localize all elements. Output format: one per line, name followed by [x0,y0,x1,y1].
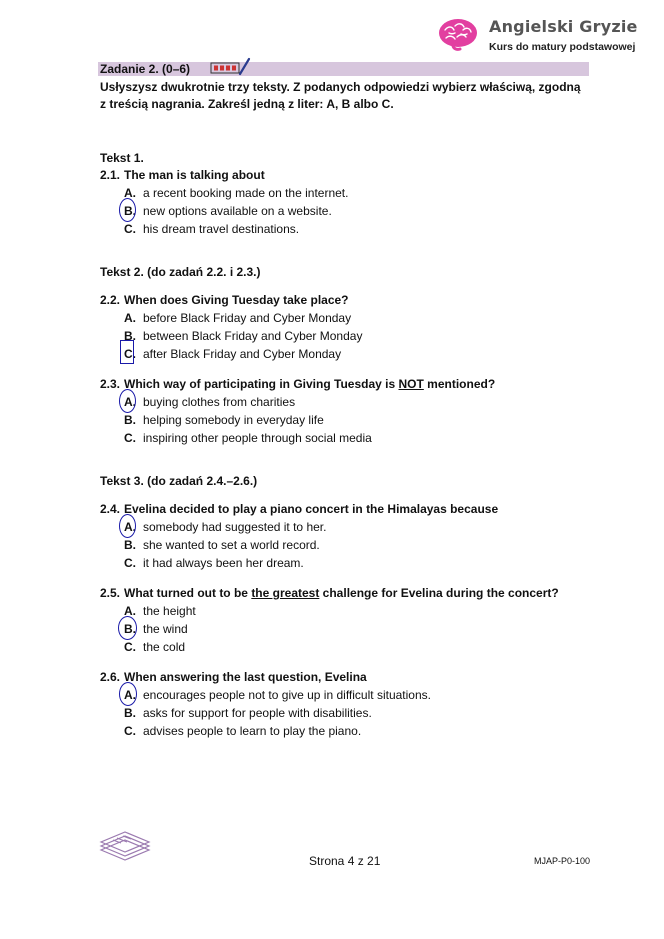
section-heading-text3: Tekst 3. (do zadań 2.4.–2.6.) [100,474,258,488]
task-instruction-1: Usłyszysz dwukrotnie trzy teksty. Z podanych odpowiedzi wybierz właściwą, zgodną [100,80,581,94]
stacked-papers-icon [99,828,151,862]
question-2-6: 2.6. When answering the last question, Evelina [100,670,367,684]
question-2-2: 2.2. When does Giving Tuesday take place? [100,293,349,307]
question-2-5: 2.5. What turned out to be the greatest challenge for Evelina during the concert? [100,586,559,600]
cassette-pencil-icon [210,57,252,77]
brand-subtitle: Kurs do matury podstawowej [489,41,636,53]
answer-box-2-2 [120,340,134,364]
section-heading-text1: Tekst 1. [100,151,144,165]
answer-circle-2-5 [118,616,137,640]
task-instruction-2: z treścią nagrania. Zakreśl jedną z liter: A, B albo C. [100,97,394,111]
brand-title: Angielski Gryzie [489,17,638,36]
answer-circle-2-1 [119,198,136,222]
task-title: Zadanie 2. (0–6) [100,62,191,76]
question-2-1: 2.1. The man is talking about [100,168,265,182]
brain-logo-icon [437,16,479,52]
answer-circle-2-4 [119,514,136,538]
exam-code: MJAP-P0-100 [534,856,591,866]
question-2-4: 2.4. Evelina decided to play a piano concert in the Himalayas because [100,502,499,516]
answer-circle-2-6 [119,682,137,706]
page-number: Strona 4 z 21 [309,854,381,868]
section-heading-text2: Tekst 2. (do zadań 2.2. i 2.3.) [100,265,261,279]
question-2-3: 2.3. Which way of participating in Giving Tuesday is NOT mentioned? [100,377,496,391]
answer-circle-2-3 [119,389,136,413]
